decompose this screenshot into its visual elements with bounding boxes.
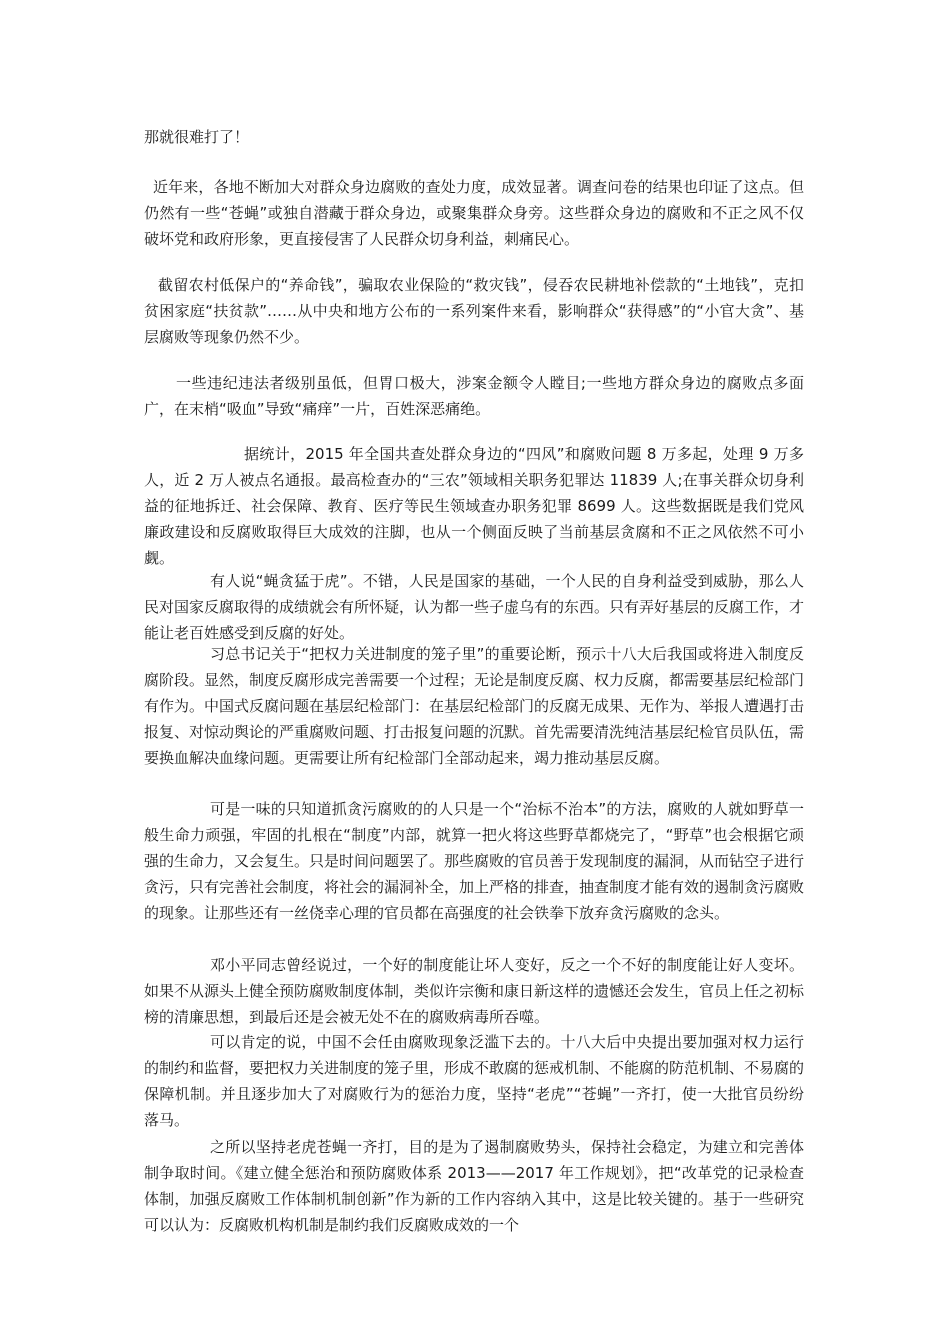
paragraph: 可是一味的只知道抓贪污腐败的的人只是一个“治标不治本”的方法，腐败的人就如野草一般生命力顽强，牢固的扎根在“制度”内部，就算一把火将这些野草都烧完了，“野草”也会根据它顽强的生命力，又会复生。只是时间问题罢了。那些腐败的官员善于发现制度的漏洞，从而钻空子进行贪污，只有完善社会制度，将社会的漏洞补全，加上严格的排查，抽查制度才能有效的遏制贪污腐败的现象。让那些还有一丝侥幸心理的官员都在高强度的社会铁拳下放弃贪污腐败的念头。 [144,800,805,922]
paragraph: 一些违纪违法者级别虽低，但胃口极大，涉案金额令人瞠目;一些地方群众身边的腐败点多面广，在末梢“吸血”导致“痛痒”一片，百姓深恶痛绝。 [144,374,804,418]
paragraph: 之所以坚持老虎苍蝇一齐打，目的是为了遏制腐败势头，保持社会稳定，为建立和完善体制争取时间。《建立健全惩治和预防腐败体系 2013——2017 年工作规划》，把“改革党的记录检查体制，加强反腐败工作体制机制创新”作为新的工作内容纳入其中，这是比较关键的。基于一些研究可以认为：反腐败机构机制是制约我们反腐败成效的一个 [144,1138,804,1234]
paragraph: 据统计，2015 年全国共查处群众身边的“四风”和腐败问题 8 万多起，处理 9 万多人，近 2 万人被点名通报。最高检查办的“三农”领域相关职务犯罪达 11839 人;在事关群众切身利益的征地拆迁、社会保障、教育、医疗等民生领域查办职务犯罪 8699 人。这些数据既是我们党风廉政建设和反腐败取得巨大成效的注脚，也从一个侧面反映了当前基层贪腐和不正之风依然不可小觑。 [144,445,804,567]
paragraph: 近年来，各地不断加大对群众身边腐败的查处力度，成效显著。调查问卷的结果也印证了这点。但仍然有一些“苍蝇”或独自潜藏于群众身边，或聚集群众身旁。这些群众身边的腐败和不正之风不仅破坏党和政府形象，更直接侵害了人民群众切身利益，刺痛民心。 [144,178,804,248]
paragraph: 邓小平同志曾经说过，一个好的制度能让坏人变好，反之一个不好的制度能让好人变坏。如果不从源头上健全预防腐败制度体制，类似许宗衡和康日新这样的遗憾还会发生，官员上任之初标榜的清廉思想，到最后还是会被无处不在的腐败病毒所吞噬。 [144,956,805,1026]
paragraph: 可以肯定的说，中国不会任由腐败现象泛滥下去的。十八大后中央提出要加强对权力运行的制约和监督，要把权力关进制度的笼子里，形成不敢腐的惩戒机制、不能腐的防范机制、不易腐的保障机制。并且逐步加大了对腐败行为的惩治力度，坚持“老虎”“苍蝇”一齐打，使一大批官员纷纷落马。 [144,1033,805,1129]
paragraph: 有人说“蝇贪猛于虎”。不错，人民是国家的基础，一个人民的自身利益受到威胁，那么人民对国家反腐取得的成绩就会有所怀疑，认为都一些子虚乌有的东西。只有弄好基层的反腐工作，才能让老百姓感受到反腐的好处。 [144,572,805,642]
paragraph: 习总书记关于“把权力关进制度的笼子里”的重要论断，预示十八大后我国或将进入制度反腐阶段。显然，制度反腐形成完善需要一个过程；无论是制度反腐、权力反腐，都需要基层纪检部门有作为。中国式反腐问题在基层纪检部门：在基层纪检部门的反腐无成果、无作为、举报人遭遇打击报复、对惊动舆论的严重腐败问题、打击报复问题的沉默。首先需要清洗纯洁基层纪检官员队伍，需要换血解决血缘问题。更需要让所有纪检部门全部动起来，竭力推动基层反腐。 [144,645,805,767]
paragraph: 截留农村低保户的“养命钱”，骗取农业保险的“救灾钱”，侵吞农民耕地补偿款的“土地钱”，克扣贫困家庭“扶贫款”……从中央和地方公布的一系列案件来看，影响群众“获得感”的“小官大贪”、基层腐败等现象仍然不少。 [144,276,804,346]
paragraph: 那就很难打了！ [144,128,250,146]
